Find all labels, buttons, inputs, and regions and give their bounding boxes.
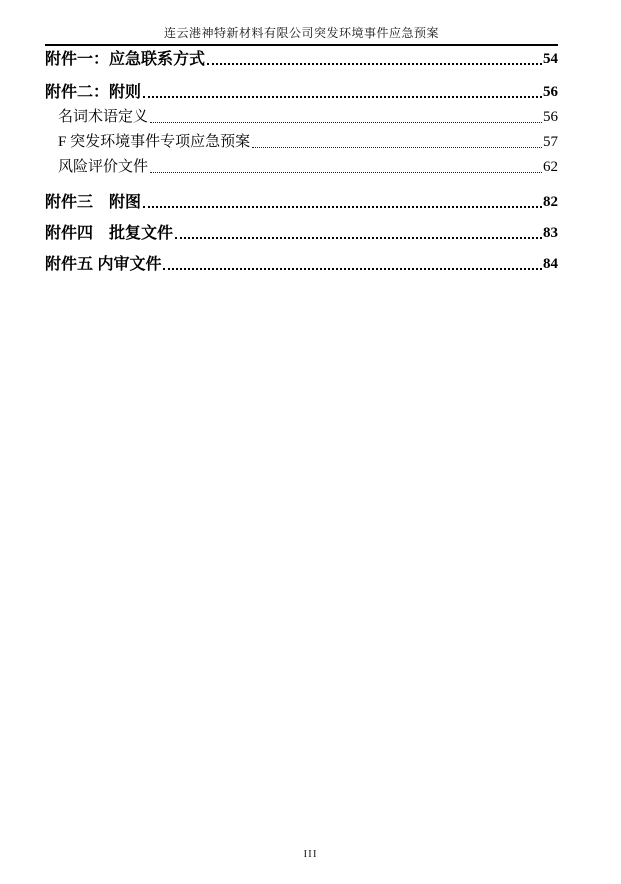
toc-entry-attachment-3[interactable] (45, 194, 558, 211)
toc-entry-risk-assessment-document[interactable] (45, 159, 558, 175)
toc-entry-page-number: 62 (543, 159, 558, 175)
page-header (45, 0, 558, 46)
toc-entry-page-number: 84 (543, 256, 558, 272)
toc-entry-label: 附件二：附则 (45, 84, 142, 101)
toc-entry-page-number: 56 (543, 84, 558, 100)
toc-entry-label: 附件四 批复文件 (45, 225, 174, 242)
toc-entry-page-number: 83 (543, 225, 558, 241)
toc-leader-dots (143, 96, 542, 98)
toc-entry-page-number: 56 (543, 109, 558, 125)
toc-leader-dots (150, 122, 542, 123)
toc-leader-dots (150, 172, 542, 173)
toc-entry-terms-definitions[interactable] (45, 109, 558, 125)
toc-leader-dots (252, 147, 542, 148)
toc-leader-dots (143, 206, 542, 208)
toc-leader-dots (207, 63, 542, 65)
toc-entry-label: F 突发环境事件专项应急预案 (58, 134, 251, 150)
toc-entry-page-number: 54 (543, 51, 558, 67)
toc-leader-dots (175, 237, 542, 239)
toc-entry-label: 附件一：应急联系方式 (45, 51, 206, 68)
toc-entry-attachment-5[interactable] (45, 256, 558, 273)
toc-entry-label: 名词术语定义 (58, 109, 149, 125)
toc-entry-attachment-1[interactable] (45, 51, 558, 68)
footer-page-number: III (303, 848, 318, 860)
page-footer (0, 844, 621, 862)
toc-entry-page-number: 82 (543, 194, 558, 210)
header-divider (45, 44, 558, 46)
toc-entry-page-number: 57 (543, 134, 558, 150)
toc-entry-label: 附件三 附图 (45, 194, 142, 211)
toc-leader-dots (163, 268, 542, 270)
toc-entry-label: 附件五 内审文件 (45, 256, 162, 273)
toc-entry-label: 风险评价文件 (58, 159, 149, 175)
toc-entry-special-emergency-plan[interactable] (45, 134, 558, 150)
toc-entry-attachment-2[interactable] (45, 84, 558, 101)
page-header-title: 连云港神特新材料有限公司突发环境事件应急预案 (163, 26, 439, 40)
toc-entry-attachment-4[interactable] (45, 225, 558, 242)
table-of-contents (45, 51, 558, 273)
